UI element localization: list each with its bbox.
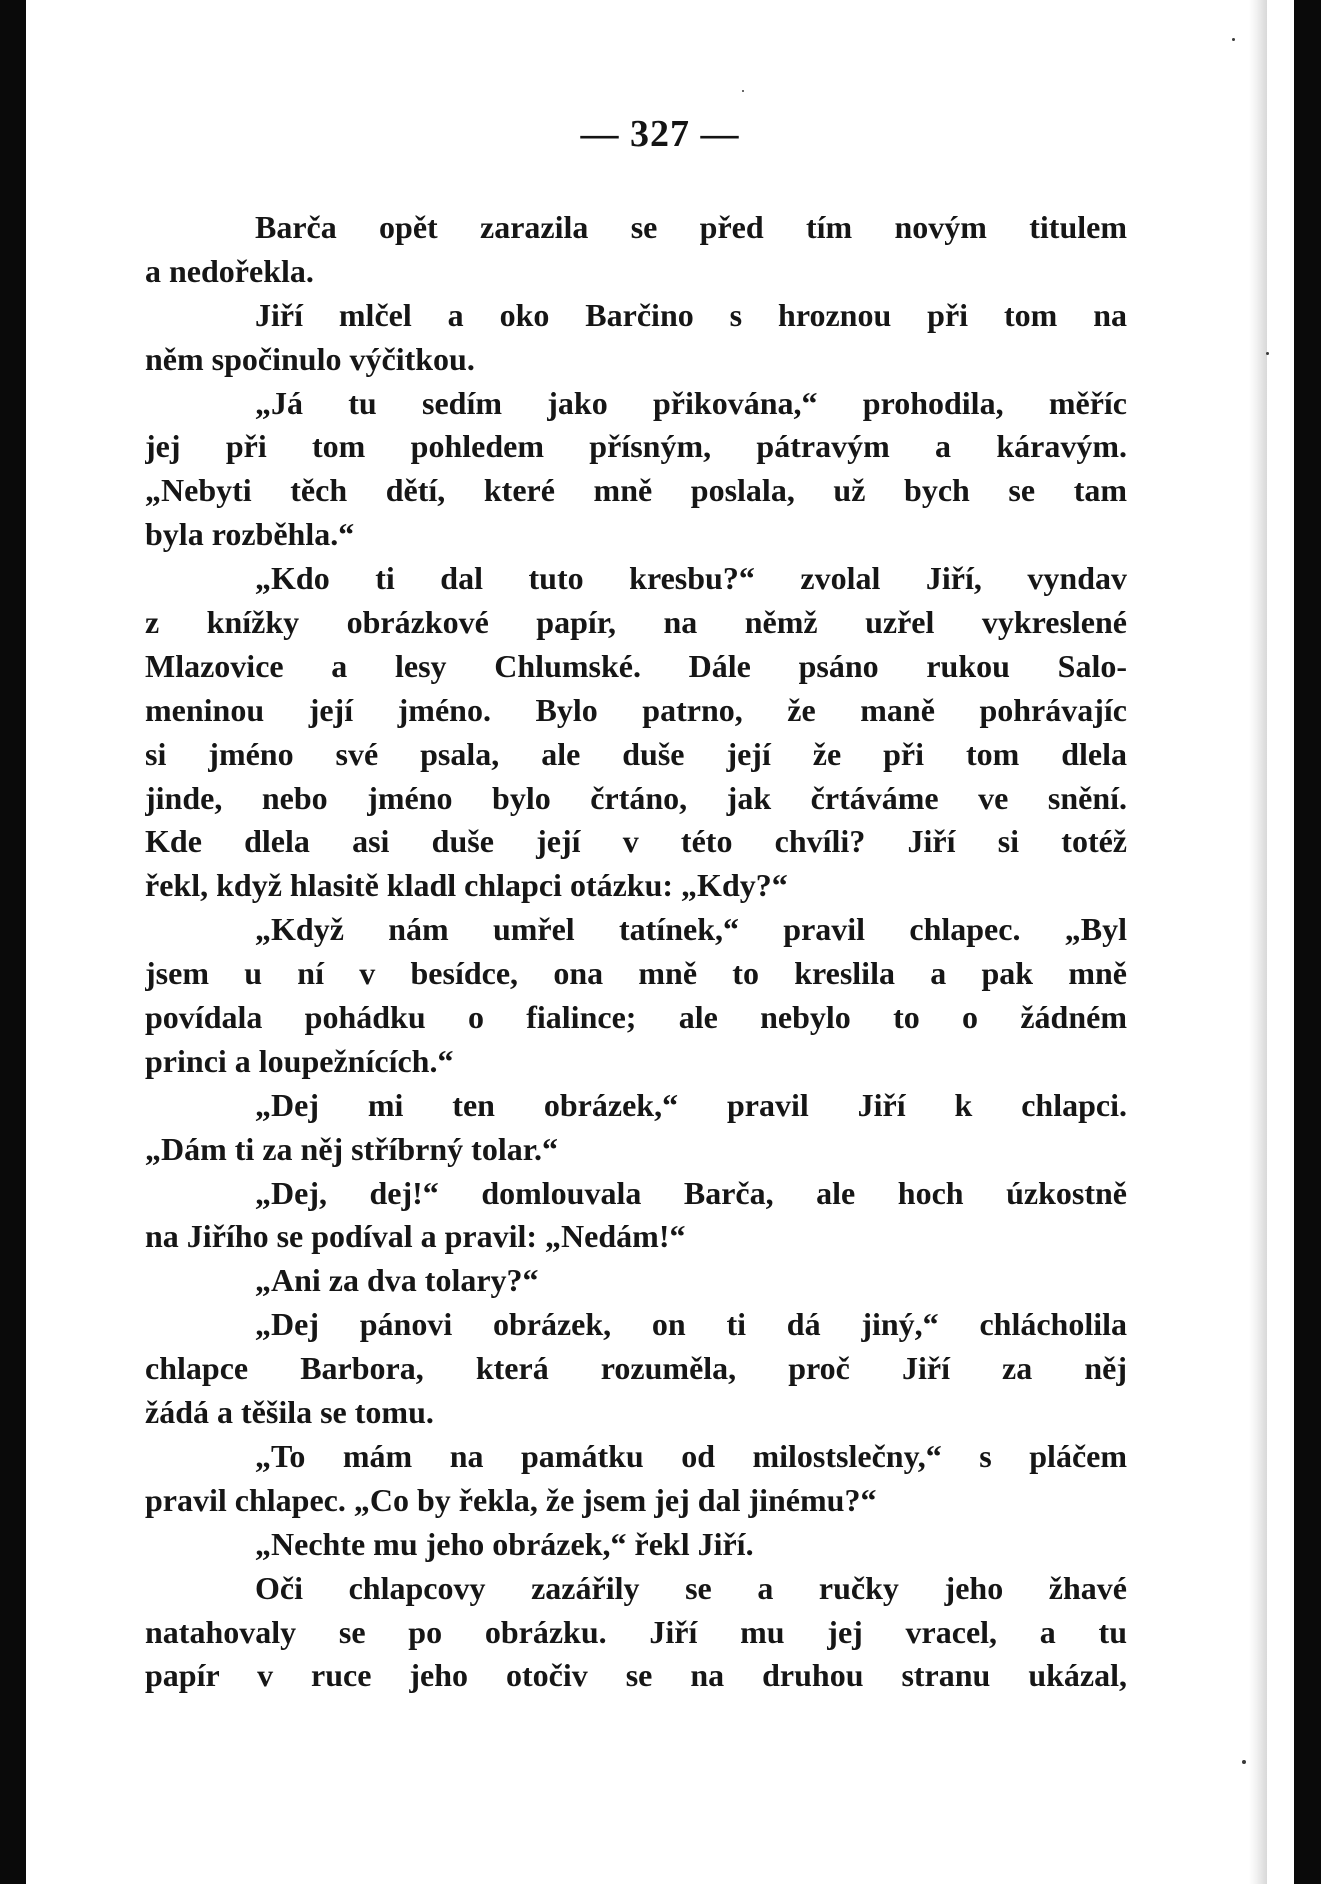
text-line: na Jiřího se podíval a pravil: „Nedám!“ [145,1218,686,1255]
text-line: „Když nám umřel tatínek,“ pravil chlapec. „Byl [255,911,1127,948]
scan-speck [742,90,744,92]
text-line: povídala pohádku o fialince; ale nebylo to o žádném [145,999,1127,1036]
text-line: princi a loupežnících.“ [145,1042,454,1079]
text-line: žádá a těšila se tomu. [145,1394,434,1431]
text-line: pravil chlapec. „Co by řekla, že jsem jej dal jinému?“ [145,1481,877,1518]
page-body-text [145,206,1127,1698]
text-line: Barča opět zarazila se před tím novým titulem [255,209,1127,245]
book-page [26,0,1294,1884]
text-line: natahovaly se po obrázku. Jiří mu jej vracel, a tu [145,1613,1127,1650]
text-line: byla rozběhla.“ [145,516,355,553]
text-line: něm spočinulo výčitkou. [145,340,475,377]
text-line: „Dej pánovi obrázek, on ti dá jiný,“ chlácholila [255,1306,1127,1343]
text-line: řekl, když hlasitě kladl chlapci otázku: „Kdy?“ [145,867,788,904]
text-line: jej při tom pohledem přísným, pátravým a káravým. [145,428,1127,465]
text-line: chlapce Barbora, která rozuměla, proč Jiří za něj [145,1350,1127,1387]
scan-speck [1266,352,1269,355]
text-line: „Nebyti těch dětí, které mně poslala, už bych se tam [145,472,1127,509]
text-line: jsem u ní v besídce, ona mně to kreslila a pak mně [145,955,1127,992]
text-line: „Dej mi ten obrázek,“ pravil Jiří k chlapci. [255,1086,1127,1123]
text-line: „To mám na památku od milostslečny,“ s pláčem [255,1437,1127,1474]
text-line: jinde, nebo jméno bylo črtáno, jak črtáváme ve snění. [145,779,1127,816]
text-line: z knížky obrázkové papír, na němž uzřel vykreslené [145,604,1127,641]
text-line: „Dám ti za něj stříbrný tolar.“ [145,1130,558,1167]
scan-speck [1232,38,1235,41]
page-edge-shadow [1249,0,1267,1884]
text-line: „Kdo ti dal tuto kresbu?“ zvolal Jiří, vyndav [255,560,1127,597]
text-line: Jiří mlčel a oko Barčino s hroznou při tom na [255,296,1127,333]
text-line: „Nechte mu jeho obrázek,“ řekl Jiří. [255,1525,754,1562]
text-line: si jméno své psala, ale duše její že při tom dlela [145,735,1127,772]
text-line: „Dej, dej!“ domlouvala Barča, ale hoch úzkostně [255,1174,1127,1211]
text-line: „Ani za dva tolary?“ [255,1262,539,1299]
text-line: „Já tu sedím jako přikována,“ prohodila, měříc [255,384,1127,421]
scan-speck [1242,1760,1246,1764]
page-number: — 327 — [580,113,740,155]
text-line: Oči chlapcovy zazářily se a ručky jeho žhavé [255,1569,1127,1606]
text-line: meninou její jméno. Bylo patrno, že maně pohrávajíc [145,691,1127,728]
text-line: papír v ruce jeho otočiv se na druhou stranu ukázal, [145,1657,1127,1694]
text-line: Kde dlela asi duše její v této chvíli? Jiří si totéž [145,823,1127,860]
text-line: a nedořekla. [145,252,314,289]
text-line: Mlazovice a lesy Chlumské. Dále psáno rukou Salo- [145,647,1127,684]
